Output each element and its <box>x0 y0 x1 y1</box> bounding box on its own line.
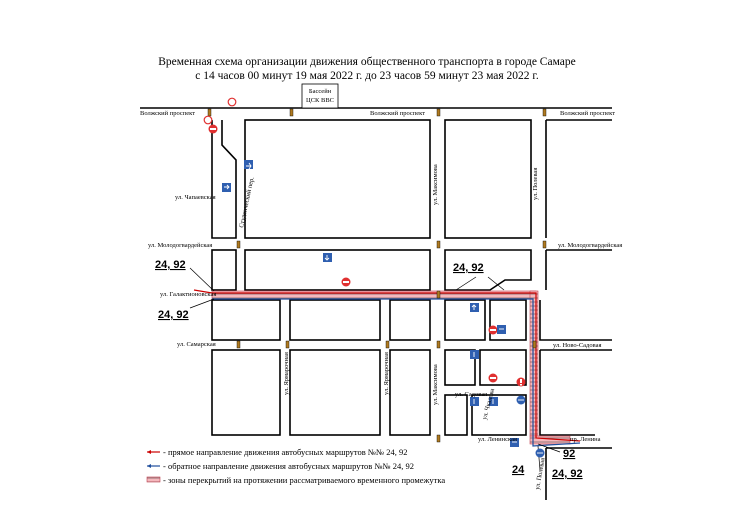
street-molodogvardeyskaya-left: ул. Молодогвардейская <box>148 242 213 249</box>
traffic-signal-icon <box>208 109 211 116</box>
closure-galaktionovskaya <box>212 291 536 299</box>
street-galaktionovskaya: ул. Галактионовская <box>160 291 217 298</box>
traffic-signal-icon <box>286 341 289 348</box>
route-label-92: 92 <box>563 448 576 460</box>
block-studencheskiy <box>212 120 236 238</box>
legend-reverse <box>147 461 414 471</box>
route-label-24-92: 24, 92 <box>552 468 583 480</box>
no-entry-sign-icon <box>489 374 498 383</box>
block-r2-a <box>212 250 236 290</box>
road-signs <box>204 98 544 457</box>
block-r4-a <box>212 350 280 435</box>
traffic-signal-icon <box>437 435 440 442</box>
street-lenina-prospect: пр. Ленина <box>570 436 601 443</box>
forward-arrow-icon <box>147 450 151 454</box>
street-novo-sadovaya: ул. Ново-Садовая <box>553 342 602 349</box>
legend-forward-text: - прямое направление движения автобусных маршрутов №№ 24, 92 <box>163 447 408 457</box>
block-r3-e <box>490 300 526 340</box>
traffic-signal-icon <box>290 109 293 116</box>
roundabout-sign-icon <box>536 449 545 458</box>
street-molodogvardeyskaya-right: ул. Молодогвардейская <box>558 242 623 249</box>
title-line-1: Временная схема организации движения общественного транспорта в городе Самаре <box>158 56 576 68</box>
street-chapaevskaya: ул. Чапаевская <box>175 194 216 201</box>
block-r4-east <box>540 350 612 435</box>
block-r2-b <box>245 250 430 290</box>
closure-zone <box>212 291 570 444</box>
block-top-maksimova-east <box>445 120 531 238</box>
legend <box>147 447 445 485</box>
street-chkalova: ул. Чкалова <box>481 387 497 421</box>
street-maksimova-bottom: ул. Максимова <box>432 364 439 405</box>
block-r3-b <box>290 300 380 340</box>
block-r4-c <box>390 350 430 435</box>
street-volzhsky-left: Волжский проспект <box>140 110 196 117</box>
traffic-signal-icon <box>437 109 440 116</box>
direction-sign-icon <box>470 350 479 359</box>
traffic-signal-icon <box>386 341 389 348</box>
route-label-left-lower: 24, 92 <box>158 309 189 321</box>
block-r4-f <box>445 395 467 435</box>
legend-reverse-text: - обратное направление движения автобусных маршрутов №№ 24, 92 <box>163 461 415 471</box>
traffic-signal-icon <box>543 241 546 248</box>
street-samarskaya: ул. Самарская <box>177 341 216 348</box>
no-entry-sign-icon <box>342 278 351 287</box>
title-line-2: с 14 часов 00 минут 19 мая 2022 г. до 23 часов 59 минут 23 мая 2022 г. <box>195 70 539 82</box>
route-label-24: 24 <box>512 464 525 476</box>
direction-sign-icon <box>497 325 506 334</box>
traffic-signal-icon <box>437 241 440 248</box>
block-top-center <box>245 120 430 238</box>
direction-sign-icon <box>323 253 332 262</box>
no-entry-sign-icon <box>489 326 498 335</box>
route-leader-4 <box>488 277 504 290</box>
warning-sign-icon <box>517 378 526 387</box>
roundabout-sign-icon <box>517 396 526 405</box>
route-label-center: 24, 92 <box>453 262 484 274</box>
block-r3-east <box>540 300 612 340</box>
route-leader-2 <box>190 299 214 308</box>
block-top-east-edge <box>546 120 612 238</box>
landmark-line-2: ЦСК ВВС <box>306 97 334 104</box>
prohibition-sign-icon <box>228 98 236 106</box>
reverse-arrow-icon <box>147 464 151 468</box>
no-entry-sign-icon <box>209 125 218 134</box>
street-leninskaya: ул. Ленинская <box>478 436 517 443</box>
closure-polevaya <box>530 291 538 436</box>
traffic-signal-icon <box>437 291 440 298</box>
street-maksimova-top: ул. Максимова <box>432 164 439 205</box>
traffic-signal-icon <box>237 241 240 248</box>
block-r2-east <box>546 250 612 290</box>
prohibition-sign-icon <box>204 116 212 124</box>
street-volzhsky-right: Волжский проспект <box>560 110 616 117</box>
direction-sign-icon <box>470 303 479 312</box>
street-yarmarochnaya-2: ул. Ярмарочная <box>383 352 390 395</box>
street-volzhsky-mid: Волжский проспект <box>370 110 426 117</box>
street-yarmarochnaya-1: ул. Ярмарочная <box>283 352 290 395</box>
traffic-signal-icon <box>237 341 240 348</box>
direction-sign-icon <box>470 397 479 406</box>
block-r3-c <box>390 300 430 340</box>
block-r4-b <box>290 350 380 435</box>
legend-forward <box>147 447 408 457</box>
route-label-left-upper: 24, 92 <box>155 259 186 271</box>
reverse-route-line <box>212 299 580 446</box>
legend-closure-text: - зоны перекрытий на протяжении рассматриваемого временного промежутка <box>163 475 446 485</box>
street-sadovaya: ул. Садовая <box>455 391 488 398</box>
direction-sign-icon <box>244 160 253 169</box>
route-leader-3 <box>456 277 476 290</box>
street-studencheskiy: Студенческий пер. <box>238 176 256 229</box>
closure-zone-swatch <box>147 477 160 482</box>
direction-sign-icon <box>222 183 231 192</box>
block-r3-a <box>212 300 280 340</box>
legend-closure <box>147 475 445 485</box>
traffic-signal-icon <box>533 341 536 348</box>
street-polevaya-top: ул. Полевая <box>532 167 539 200</box>
route-leader-1 <box>190 268 214 291</box>
landmark-pool <box>302 84 338 108</box>
traffic-signal-icon <box>543 109 546 116</box>
street-polevaya-bottom: ул. Полевая <box>534 457 547 491</box>
landmark-line-1: Бассейн <box>308 88 332 95</box>
traffic-signal-icon <box>437 341 440 348</box>
